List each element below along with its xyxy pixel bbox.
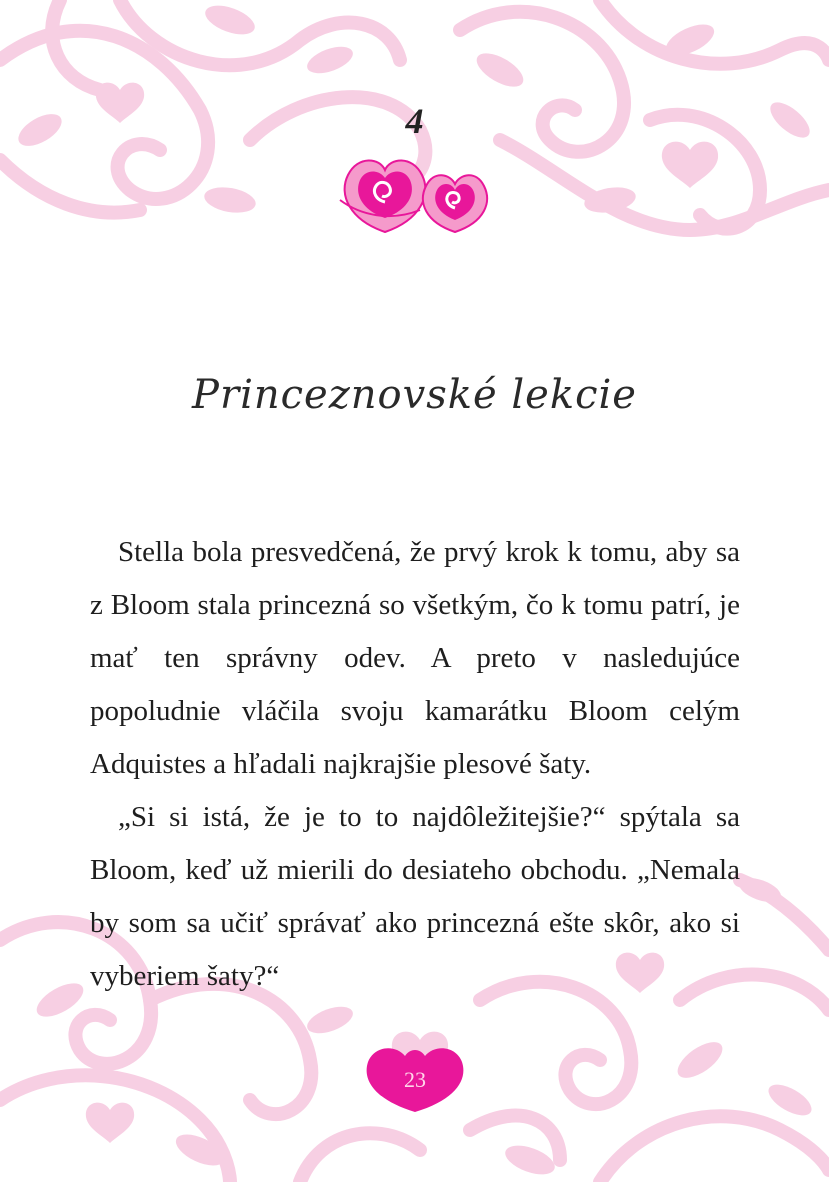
paragraph: „Si si istá, že je to to najdôležitejšie?“ spýtala sa Bloom, keď už mierili do desiateho obchodu. „Nemala by som sa učiť správať ako princezná ešte skôr, ako si vyberiem šaty?“ [90,801,740,992]
page-number: 23 [404,1067,426,1092]
rose-hearts-ornament [330,140,500,240]
chapter-body [90,526,740,1003]
paragraph: Stella bola presvedčená, že prvý krok k tomu, aby sa z Bloom stala princezná so všetkým, čo k tomu patrí, je mať ten správny odev. A preto v nasledujúce popoludnie vláčila svoju kamarátku Bloom celým Adquistes a hľadali najkrajšie plesové šaty. [90,536,740,780]
chapter-title: Princeznovské lekcie [192,372,637,418]
chapter-number: 4 [405,101,424,141]
